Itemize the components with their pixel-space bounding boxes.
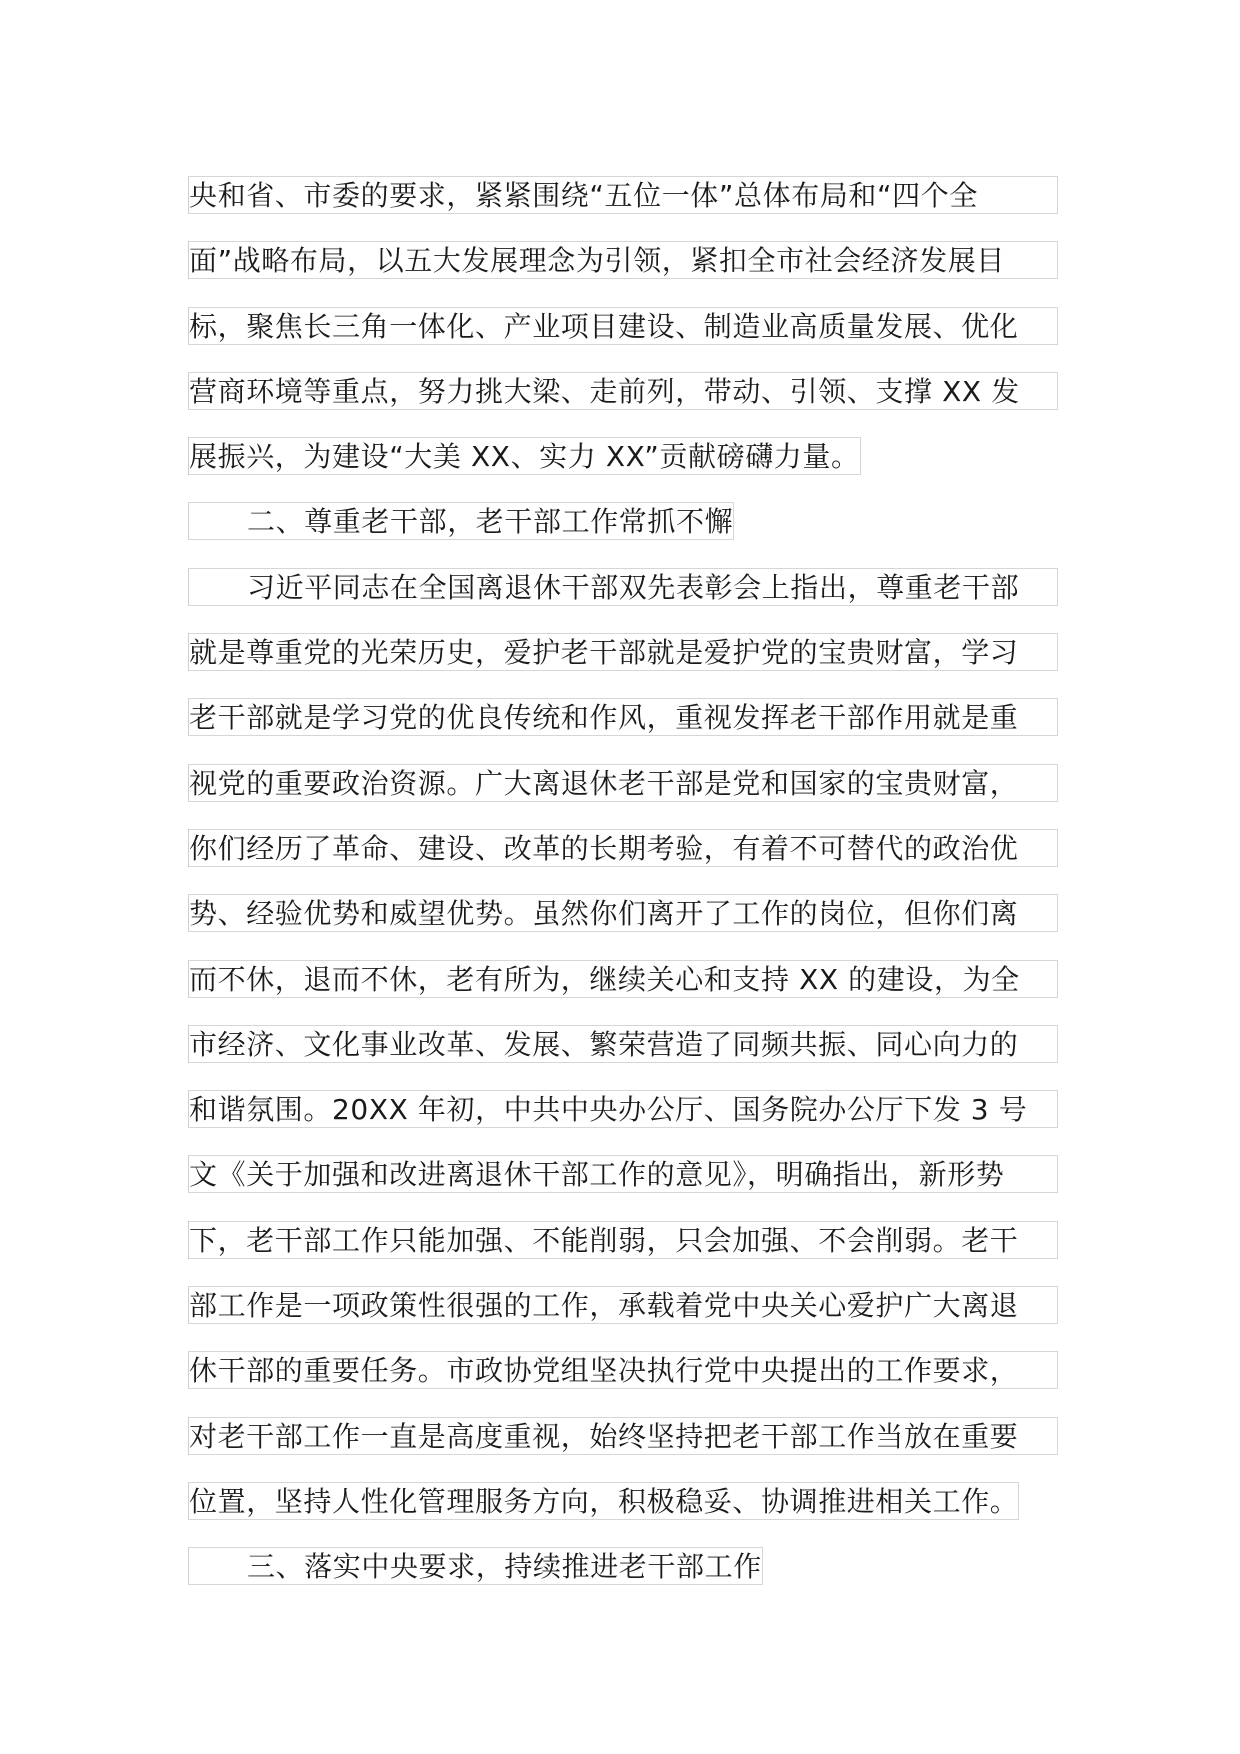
text-line-content: 休干部的重要任务。市政协党组坚决执行党中央提出的工作要求， [188,1351,1058,1389]
text-line-content: 下，老干部工作只能加强、不能削弱，只会加强、不会削弱。老干 [188,1221,1058,1259]
text-line-content: 视党的重要政治资源。广大离退休老干部是党和国家的宝贵财富， [188,764,1058,802]
text-line-content: 展振兴，为建设“大美 XX、实力 XX”贡献磅礴力量。 [188,437,861,475]
section-heading [188,501,1058,566]
text-line-content: 和谐氛围。20XX 年初，中共中央办公厅、国务院办公厅下发 3 号 [188,1090,1058,1128]
text-line-content: 部工作是一项政策性很强的工作，承载着党中央关心爱护广大离退 [188,1286,1058,1324]
text-line [188,959,1058,1024]
text-line [188,697,1058,762]
text-line-content: 文《关于加强和改进离退休干部工作的意见》，明确指出，新形势 [188,1155,1058,1193]
text-line-content: 势、经验优势和威望优势。虽然你们离开了工作的岗位，但你们离 [188,894,1058,932]
text-line-content: 位置，坚持人性化管理服务方向，积极稳妥、协调推进相关工作。 [188,1482,1019,1520]
section-heading-text: 三、落实中央要求，持续推进老干部工作 [188,1547,763,1585]
text-line [188,1089,1058,1154]
text-line [188,371,1058,436]
text-line [188,1416,1058,1481]
text-line-content: 营商环境等重点，努力挑大梁、走前列，带动、引领、支撑 XX 发 [188,372,1058,410]
text-line [188,240,1058,305]
text-line [188,1285,1058,1350]
text-line [188,632,1058,697]
text-line [188,306,1058,371]
text-line [188,175,1058,240]
text-line [188,763,1058,828]
text-line-content: 市经济、文化事业改革、发展、繁荣营造了同频共振、同心向力的 [188,1025,1058,1063]
text-line-content: 就是尊重党的光荣历史，爱护老干部就是爱护党的宝贵财富，学习 [188,633,1058,671]
text-line [188,436,1058,501]
text-line [188,1024,1058,1089]
text-line [188,1220,1058,1285]
text-line-content: 对老干部工作一直是高度重视，始终坚持把老干部工作当放在重要 [188,1417,1058,1455]
text-line-content: 央和省、市委的要求，紧紧围绕“五位一体”总体布局和“四个全 [188,176,1058,214]
text-line-content: 老干部就是学习党的优良传统和作风，重视发挥老干部作用就是重 [188,698,1058,736]
text-line [188,1481,1058,1546]
document-body [188,175,1058,1612]
text-line [188,828,1058,893]
text-line-content: 面”战略布局，以五大发展理念为引领，紧扣全市社会经济发展目 [188,241,1058,279]
section-heading-text: 二、尊重老干部，老干部工作常抓不懈 [188,502,734,540]
text-line-content: 而不休，退而不休，老有所为，继续关心和支持 XX 的建设，为全 [188,960,1058,998]
text-line [188,567,1058,632]
text-line-content: 习近平同志在全国离退休干部双先表彰会上指出，尊重老干部 [188,568,1058,606]
section-heading [188,1546,1058,1611]
text-line [188,893,1058,958]
text-line-content: 标，聚焦长三角一体化、产业项目建设、制造业高质量发展、优化 [188,307,1058,345]
text-line [188,1350,1058,1415]
text-line-content: 你们经历了革命、建设、改革的长期考验，有着不可替代的政治优 [188,829,1058,867]
text-line [188,1154,1058,1219]
